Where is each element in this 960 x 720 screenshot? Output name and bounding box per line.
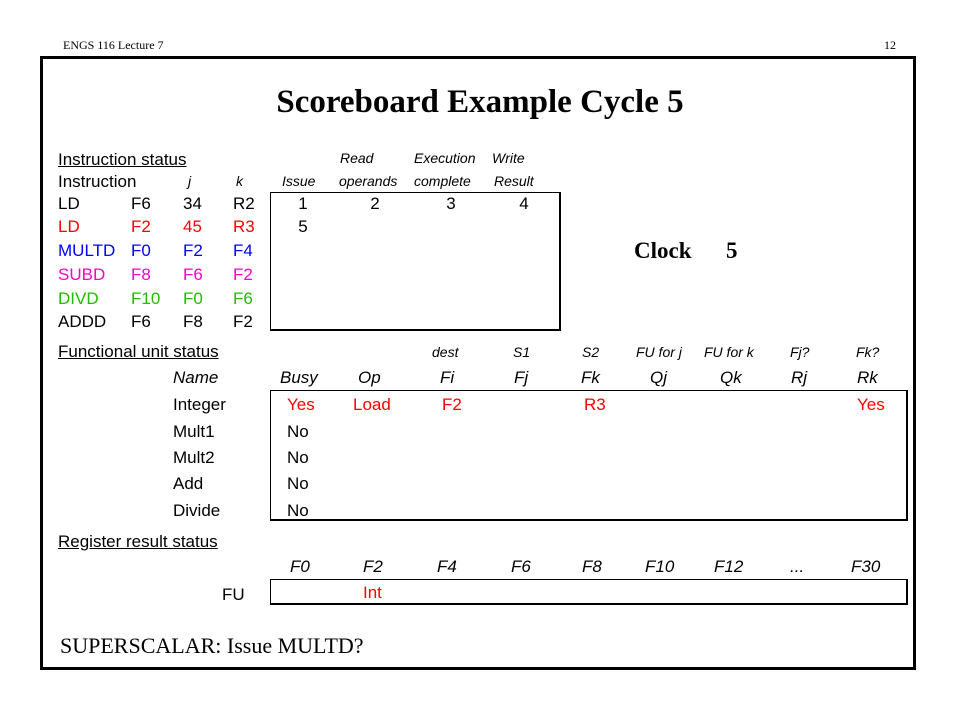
fu-row-name: Add: [173, 474, 204, 493]
page-number: 12: [884, 38, 896, 52]
register-header: F2: [363, 557, 383, 576]
instr-j: 45: [183, 217, 202, 236]
fu-row-name: Mult1: [173, 422, 215, 441]
register-header: F12: [714, 557, 744, 576]
fu-cell-busy: No: [287, 501, 309, 520]
fu-row-name: Divide: [173, 501, 221, 520]
instr-dest: F10: [131, 289, 161, 308]
fu-col-header: Qk: [720, 368, 742, 387]
register-header: ...: [790, 557, 805, 576]
col-operands: operands: [339, 173, 398, 189]
fu-top-header: FU for j: [636, 344, 682, 360]
instr-op: LD: [58, 194, 80, 213]
instr-k: F4: [233, 241, 253, 260]
instr-issue: 5: [298, 217, 308, 236]
fu-top-header: FU for k: [704, 344, 754, 360]
register-header: F10: [645, 557, 675, 576]
fu-cell-fk: R3: [584, 395, 606, 414]
instr-op: ADDD: [58, 312, 107, 331]
col-instruction: Instruction: [58, 172, 137, 191]
register-header: F6: [511, 557, 531, 576]
instr-j: 34: [183, 194, 202, 213]
col-complete: complete: [414, 173, 471, 189]
instr-dest: F8: [131, 265, 151, 284]
instr-op: LD: [58, 217, 80, 236]
register-header: F8: [582, 557, 602, 576]
instr-k: F2: [233, 265, 253, 284]
fu-cell-busy: No: [287, 448, 309, 467]
superscalar-note: SUPERSCALAR: Issue MULTD?: [60, 633, 364, 658]
fu-col-header: Fi: [440, 368, 455, 387]
fu-cell-op: Load: [353, 395, 391, 414]
course-header: ENGS 116 Lecture 7: [63, 38, 164, 52]
register-status-label: Register result status: [58, 532, 218, 551]
fu-cell-busy: No: [287, 474, 309, 493]
instr-k: R2: [233, 194, 255, 213]
instr-read: 2: [370, 194, 380, 213]
fu-top-header: S2: [582, 344, 600, 360]
hdr-execution: Execution: [414, 150, 476, 166]
hdr-write: Write: [492, 150, 525, 166]
fu-cell-rk: Yes: [857, 395, 885, 414]
fu-col-header: Op: [358, 368, 381, 387]
instr-j: F6: [183, 265, 203, 284]
clock-value: 5: [726, 238, 738, 263]
register-header: F0: [290, 557, 310, 576]
fu-row-name: Integer: [173, 395, 226, 414]
instr-dest: F0: [131, 241, 151, 260]
slide-title: Scoreboard Example Cycle 5: [276, 84, 684, 120]
clock-label: Clock: [634, 238, 692, 263]
col-result: Result: [494, 173, 534, 189]
fu-col-header: Rk: [857, 368, 878, 387]
fu-cell-busy: No: [287, 422, 309, 441]
fu-top-header: S1: [513, 344, 531, 360]
hdr-read: Read: [340, 150, 374, 166]
instr-issue: 1: [298, 194, 308, 213]
instr-k: F2: [233, 312, 253, 331]
instr-op: MULTD: [58, 241, 116, 260]
instr-j: F2: [183, 241, 203, 260]
instr-op: DIVD: [58, 289, 99, 308]
register-header: F30: [851, 557, 881, 576]
fu-col-header: Qj: [650, 368, 667, 387]
instruction-status-label: Instruction status: [58, 150, 187, 169]
instr-k: R3: [233, 217, 255, 236]
fu-top-header: Fk?: [856, 344, 880, 360]
instr-op: SUBD: [58, 265, 106, 284]
instr-write: 4: [519, 194, 529, 213]
fu-row-label: FU: [222, 585, 245, 604]
fu-col-header: Fk: [581, 368, 600, 387]
fu-col-header: Busy: [280, 368, 318, 387]
instr-dest: F6: [131, 312, 151, 331]
col-issue: Issue: [282, 173, 316, 189]
instr-k: F6: [233, 289, 253, 308]
fu-cell-busy: Yes: [287, 395, 315, 414]
instr-j: F0: [183, 289, 203, 308]
fu-col-header: Rj: [791, 368, 808, 387]
instr-dest: F2: [131, 217, 151, 236]
col-j: j: [188, 173, 192, 189]
fu-top-header: dest: [432, 344, 459, 360]
register-value: Int: [363, 583, 382, 602]
col-k: k: [236, 173, 243, 189]
instr-dest: F6: [131, 194, 151, 213]
fu-status-label: Functional unit status: [58, 342, 219, 361]
fu-row-name: Mult2: [173, 448, 215, 467]
instr-j: F8: [183, 312, 203, 331]
fu-cell-fi: F2: [442, 395, 462, 414]
fu-col-header: Fj: [514, 368, 529, 387]
slide-frame: [40, 56, 916, 670]
fu-top-header: Fj?: [790, 344, 810, 360]
register-header: F4: [437, 557, 457, 576]
fu-col-header: Name: [173, 368, 219, 387]
instr-exec: 3: [446, 194, 456, 213]
